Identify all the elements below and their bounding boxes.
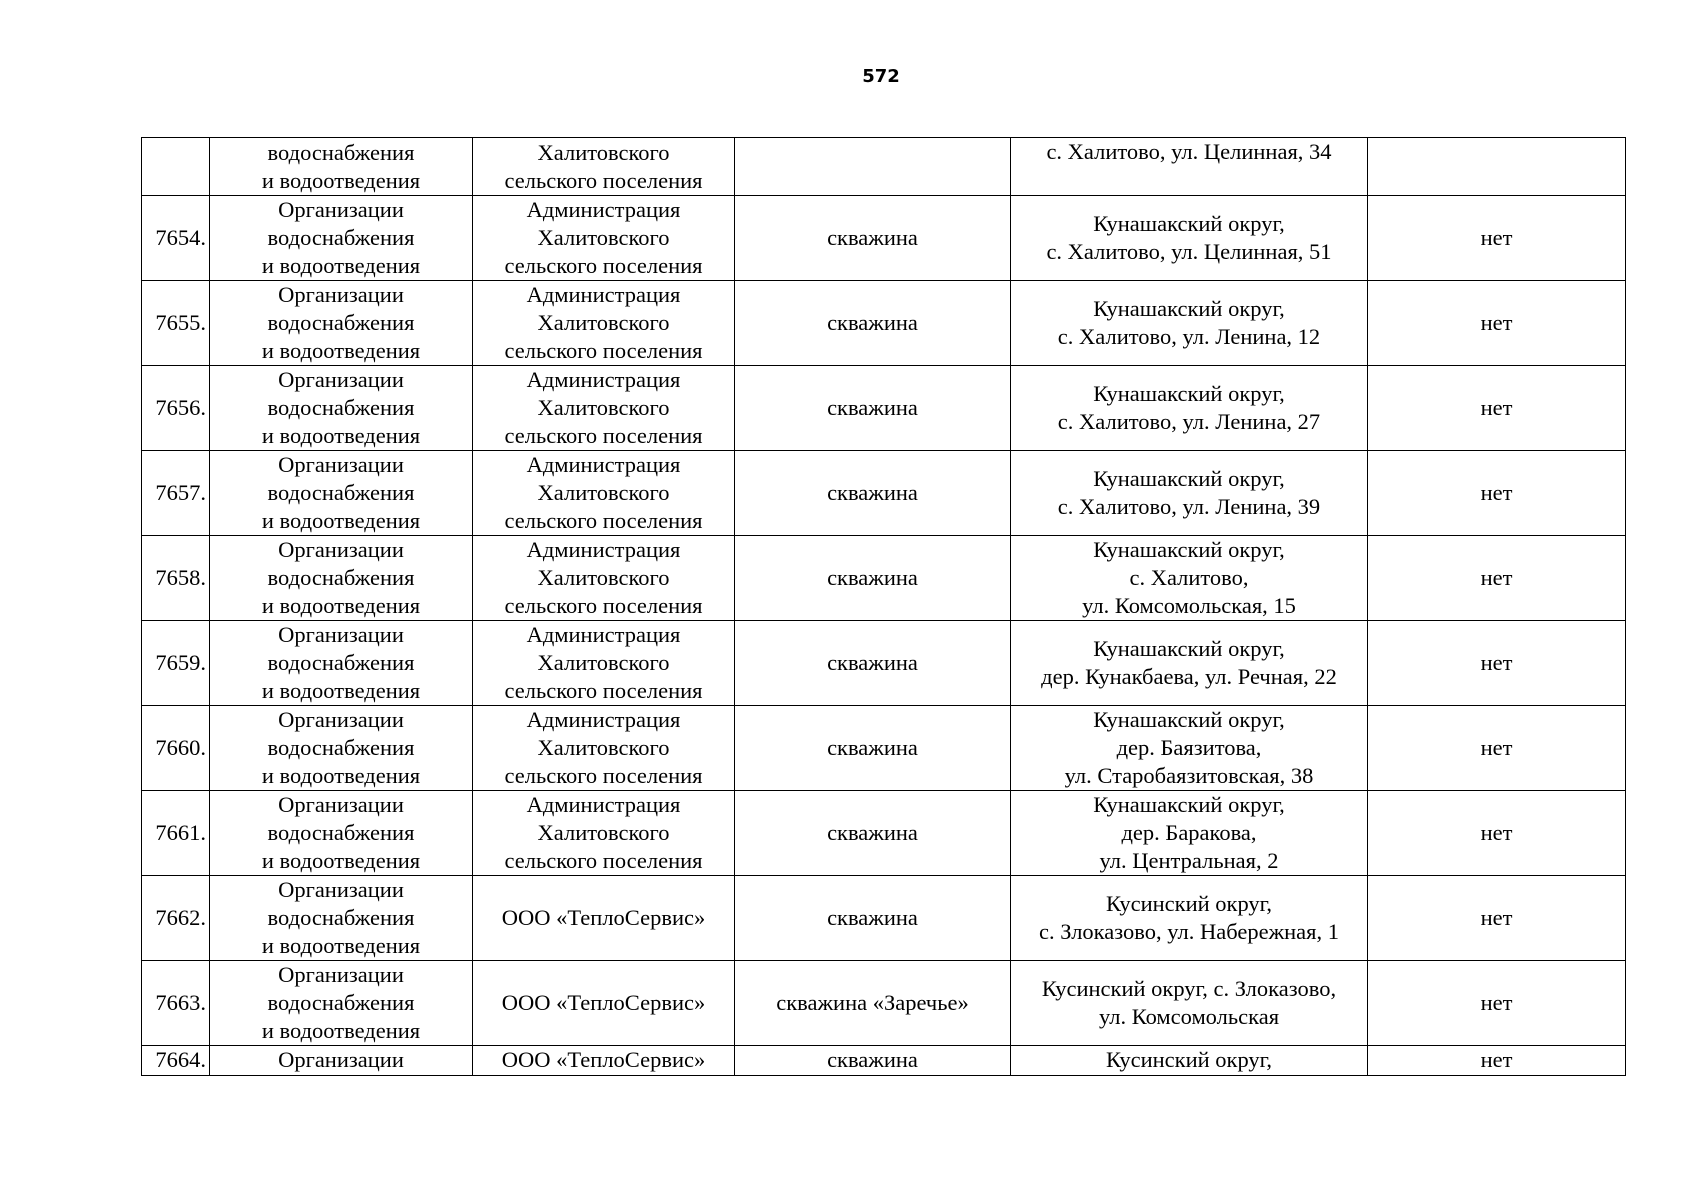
- cell-address: Кунашакский округ, дер. Баязитова, ул. Старобаязитовская, 38: [1011, 706, 1368, 791]
- cell-object: скважина: [735, 196, 1011, 281]
- cell-org-type: Организации водоснабжения и водоотведения: [210, 536, 473, 621]
- cell-note: нет: [1368, 196, 1626, 281]
- cell-owner: Администрация Халитовского сельского поселения: [473, 621, 735, 706]
- table-body: [142, 138, 1626, 1076]
- cell-owner: Администрация Халитовского сельского поселения: [473, 196, 735, 281]
- cell-owner: Администрация Халитовского сельского поселения: [473, 451, 735, 536]
- cell-note: [1368, 138, 1626, 196]
- cell-address: с. Халитово, ул. Целинная, 34: [1011, 138, 1368, 196]
- cell-note: нет: [1368, 281, 1626, 366]
- cell-object: скважина: [735, 706, 1011, 791]
- cell-owner: Администрация Халитовского сельского поселения: [473, 281, 735, 366]
- page-number: 572: [862, 66, 900, 87]
- cell-org-type: Организации водоснабжения и водоотведения: [210, 621, 473, 706]
- table-row: [142, 366, 1626, 451]
- cell-object: скважина: [735, 366, 1011, 451]
- cell-org-type: водоснабжения и водоотведения: [210, 138, 473, 196]
- cell-owner: ООО «ТеплоСервис»: [473, 961, 735, 1046]
- cell-object: скважина: [735, 451, 1011, 536]
- cell-object: скважина: [735, 876, 1011, 961]
- cell-number: 7663.: [142, 961, 210, 1046]
- cell-object: скважина: [735, 536, 1011, 621]
- cell-address: Кусинский округ,: [1011, 1046, 1368, 1076]
- table-row: [142, 451, 1626, 536]
- cell-note: нет: [1368, 706, 1626, 791]
- cell-address: Кусинский округ, с. Злоказово, ул. Комсомольская: [1011, 961, 1368, 1046]
- cell-number: [142, 138, 210, 196]
- cell-org-type: Организации водоснабжения и водоотведения: [210, 876, 473, 961]
- cell-address: Кунашакский округ, дер. Кунакбаева, ул. Речная, 22: [1011, 621, 1368, 706]
- cell-number: 7664.: [142, 1046, 210, 1076]
- table-row-partial: [142, 1046, 1626, 1076]
- table-row: [142, 621, 1626, 706]
- cell-owner: Администрация Халитовского сельского поселения: [473, 366, 735, 451]
- cell-object: скважина: [735, 791, 1011, 876]
- cell-note: нет: [1368, 536, 1626, 621]
- cell-org-type: Организации водоснабжения и водоотведения: [210, 706, 473, 791]
- cell-address: Кунашакский округ, с. Халитово, ул. Комсомольская, 15: [1011, 536, 1368, 621]
- cell-org-type: Организации: [210, 1046, 473, 1076]
- table-row: [142, 196, 1626, 281]
- cell-address: Кунашакский округ, с. Халитово, ул. Ленина, 39: [1011, 451, 1368, 536]
- cell-org-type: Организации водоснабжения и водоотведения: [210, 451, 473, 536]
- cell-org-type: Организации водоснабжения и водоотведения: [210, 196, 473, 281]
- table-row-continued: [142, 138, 1626, 196]
- cell-object: скважина: [735, 1046, 1011, 1076]
- cell-number: 7662.: [142, 876, 210, 961]
- cell-address: Кунашакский округ, с. Халитово, ул. Ленина, 12: [1011, 281, 1368, 366]
- cell-owner: Администрация Халитовского сельского поселения: [473, 706, 735, 791]
- cell-number: 7660.: [142, 706, 210, 791]
- cell-note: нет: [1368, 621, 1626, 706]
- cell-address: Кунашакский округ, с. Халитово, ул. Целинная, 51: [1011, 196, 1368, 281]
- cell-owner: Администрация Халитовского сельского поселения: [473, 536, 735, 621]
- cell-note: нет: [1368, 1046, 1626, 1076]
- table-row: [142, 536, 1626, 621]
- cell-number: 7655.: [142, 281, 210, 366]
- table-row: [142, 791, 1626, 876]
- cell-note: нет: [1368, 451, 1626, 536]
- cell-number: 7656.: [142, 366, 210, 451]
- cell-org-type: Организации водоснабжения и водоотведения: [210, 281, 473, 366]
- cell-address: Кусинский округ, с. Злоказово, ул. Набережная, 1: [1011, 876, 1368, 961]
- cell-note: нет: [1368, 961, 1626, 1046]
- cell-org-type: Организации водоснабжения и водоотведения: [210, 366, 473, 451]
- cell-owner: Халитовского сельского поселения: [473, 138, 735, 196]
- cell-number: 7657.: [142, 451, 210, 536]
- cell-object: скважина: [735, 281, 1011, 366]
- cell-owner: ООО «ТеплоСервис»: [473, 1046, 735, 1076]
- cell-number: 7658.: [142, 536, 210, 621]
- cell-note: нет: [1368, 791, 1626, 876]
- table-row: [142, 706, 1626, 791]
- cell-number: 7661.: [142, 791, 210, 876]
- cell-number: 7659.: [142, 621, 210, 706]
- table-row: [142, 281, 1626, 366]
- cell-org-type: Организации водоснабжения и водоотведения: [210, 961, 473, 1046]
- registry-table: [141, 137, 1626, 1076]
- cell-number: 7654.: [142, 196, 210, 281]
- cell-object: скважина «Заречье»: [735, 961, 1011, 1046]
- cell-org-type: Организации водоснабжения и водоотведения: [210, 791, 473, 876]
- cell-owner: Администрация Халитовского сельского поселения: [473, 791, 735, 876]
- cell-object: скважина: [735, 621, 1011, 706]
- cell-address: Кунашакский округ, с. Халитово, ул. Ленина, 27: [1011, 366, 1368, 451]
- table-row: [142, 961, 1626, 1046]
- cell-note: нет: [1368, 366, 1626, 451]
- cell-object: [735, 138, 1011, 196]
- cell-owner: ООО «ТеплоСервис»: [473, 876, 735, 961]
- cell-note: нет: [1368, 876, 1626, 961]
- cell-address: Кунашакский округ, дер. Баракова, ул. Центральная, 2: [1011, 791, 1368, 876]
- table-row: [142, 876, 1626, 961]
